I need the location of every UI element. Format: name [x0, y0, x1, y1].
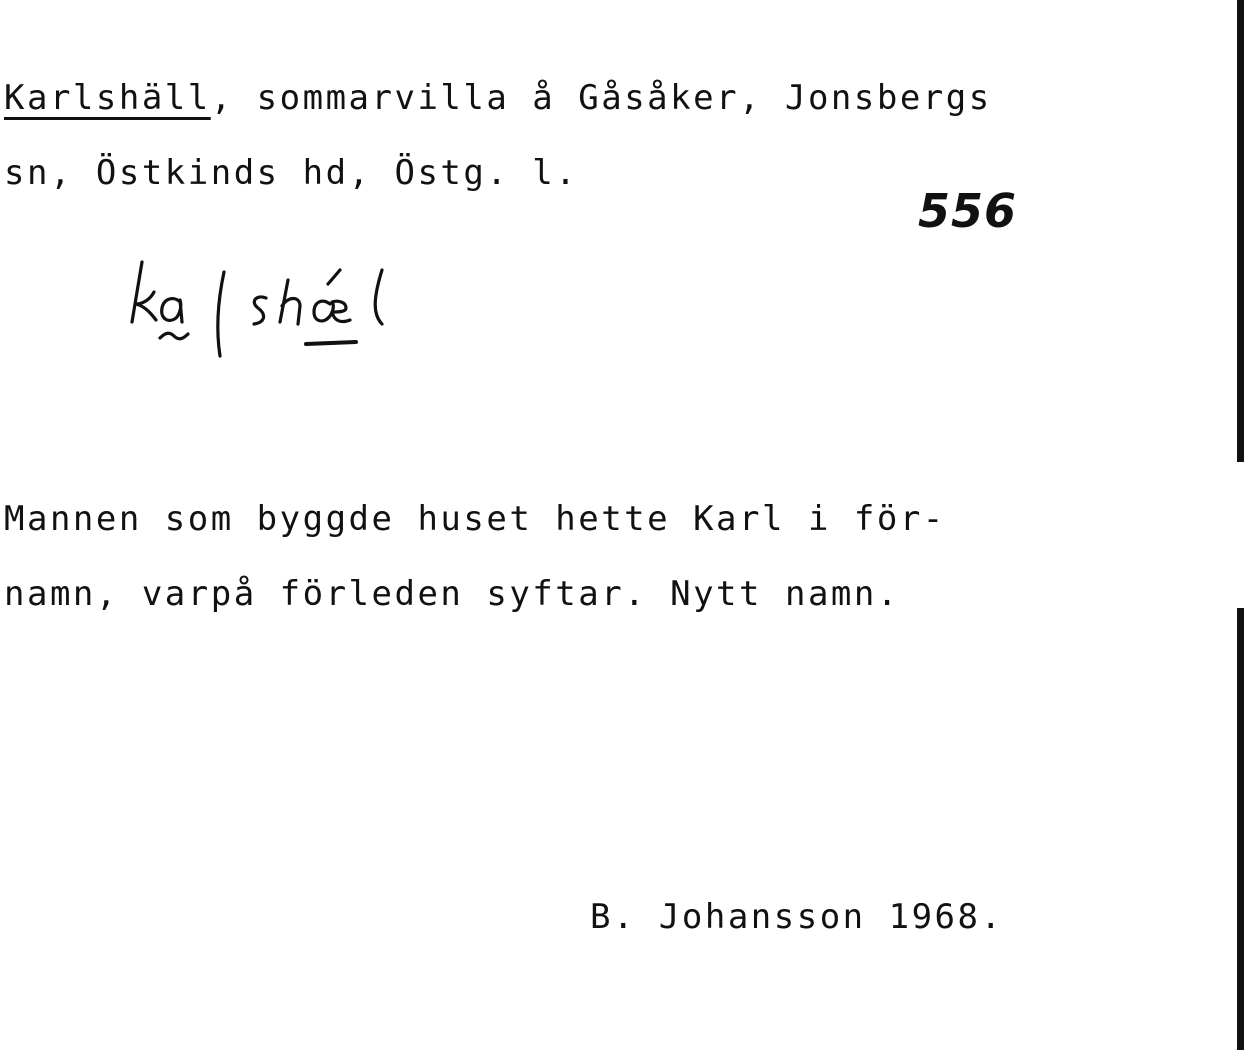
note-line-2: namn, varpå förleden syftar. Nytt namn.: [4, 574, 900, 614]
card-edge-top: [1237, 0, 1244, 462]
place-description-line-1: [4, 78, 992, 118]
author-signature: B. Johansson 1968.: [590, 897, 1004, 937]
card-edge-bottom: [1237, 608, 1244, 1050]
headword: Karlshäll: [4, 78, 211, 118]
note-line-1: Mannen som byggde huset hette Karl i för-: [4, 499, 946, 539]
card-number: 556: [918, 184, 1018, 238]
place-description-rest: , sommarvilla å Gåsåker, Jonsbergs: [210, 78, 992, 118]
handwritten-pronunciation: [120, 240, 480, 380]
place-description-line-2: sn, Östkinds hd, Östg. l.: [4, 153, 579, 193]
